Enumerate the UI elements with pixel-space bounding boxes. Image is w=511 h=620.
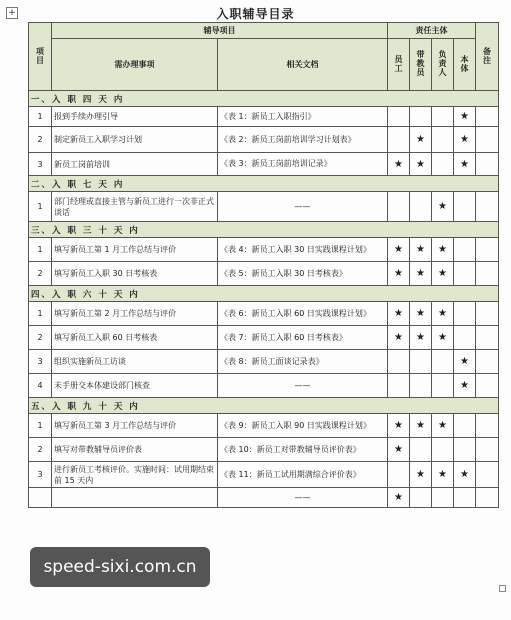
remark-cell [476, 438, 499, 462]
employee-mark: ★ [388, 238, 410, 262]
matter-cell: 未手册交本体建设部门核查 [52, 374, 218, 398]
section-label: 五、入 职 九 十 天 内 [29, 398, 499, 414]
hq-mark: ★ [454, 153, 476, 176]
employee-mark: ★ [388, 153, 410, 176]
mentor-mark [410, 374, 432, 398]
matter-cell: 新员工岗前培训 [52, 153, 218, 176]
matter-cell: 报到手续办理引导 [52, 107, 218, 127]
table-row [29, 127, 499, 153]
table-body [29, 91, 499, 508]
section-label: 二、入 职 七 天 内 [29, 176, 499, 192]
remark-cell [476, 192, 499, 222]
document-cell: 《表 4：新员工入职 30 日实践课程计划》 [218, 238, 388, 262]
manager-mark [432, 350, 454, 374]
header-seq: 项目 [29, 23, 52, 91]
row-number: 1 [29, 414, 52, 438]
row-number: 2 [29, 262, 52, 286]
table-row [29, 262, 499, 286]
manager-mark: ★ [432, 238, 454, 262]
watermark-badge: speed-sixi.com.cn [30, 547, 210, 587]
section-label: 三、入 职 三 十 天 内 [29, 222, 499, 238]
matter-cell: 部门经理或直接主管与新员工进行一次非正式谈话 [52, 192, 218, 222]
remark-cell [476, 462, 499, 488]
row-number: 2 [29, 127, 52, 153]
document-cell: —— [218, 192, 388, 222]
document-cell: 《表 9：新员工入职 90 日实践课程计划》 [218, 414, 388, 438]
document-cell: 《表 8：新员工面谈记录表》 [218, 350, 388, 374]
employee-mark [388, 127, 410, 153]
row-number: 2 [29, 438, 52, 462]
employee-mark: ★ [388, 326, 410, 350]
employee-mark [388, 107, 410, 127]
manager-mark [432, 127, 454, 153]
row-number: 1 [29, 302, 52, 326]
remark-cell [476, 238, 499, 262]
row-number: 4 [29, 374, 52, 398]
hq-mark [454, 238, 476, 262]
manager-mark [432, 153, 454, 176]
mentor-mark [410, 488, 432, 508]
document-cell: 《表 2：新员工岗前培训学习计划表》 [218, 127, 388, 153]
employee-mark [388, 192, 410, 222]
hq-mark [454, 262, 476, 286]
hq-mark [454, 414, 476, 438]
table-row [29, 192, 499, 222]
employee-mark: ★ [388, 438, 410, 462]
page-title: 入职辅导目录 [216, 7, 295, 21]
hq-mark: ★ [454, 374, 476, 398]
section-row [29, 398, 499, 414]
hq-mark: ★ [454, 462, 476, 488]
matter-cell: 填写对带教辅导员评价表 [52, 438, 218, 462]
matter-cell: 进行新员工考核评价。实施时间：试用期结束前 15 天内 [52, 462, 218, 488]
manager-mark: ★ [432, 192, 454, 222]
matter-cell: 填写新员工第 1 月工作总结与评价 [52, 238, 218, 262]
hq-mark: ★ [454, 350, 476, 374]
section-label: 一、入 职 四 天 内 [29, 91, 499, 107]
manager-mark [432, 438, 454, 462]
mentor-mark [410, 438, 432, 462]
mentor-mark [410, 350, 432, 374]
table-row [29, 438, 499, 462]
section-row [29, 286, 499, 302]
mentor-mark: ★ [410, 302, 432, 326]
row-number: 3 [29, 153, 52, 176]
manager-mark: ★ [432, 302, 454, 326]
manager-mark [432, 374, 454, 398]
mentor-mark: ★ [410, 127, 432, 153]
hq-mark [454, 438, 476, 462]
document-cell: —— [218, 488, 388, 508]
document-cell: 《表 6：新员工入职 60 日实践课程计划》 [218, 302, 388, 326]
manager-mark: ★ [432, 462, 454, 488]
remark-cell [476, 107, 499, 127]
header-doc: 相关文档 [218, 39, 388, 91]
table-row [29, 326, 499, 350]
resize-handle-icon[interactable] [499, 585, 506, 592]
employee-mark: ★ [388, 488, 410, 508]
section-label: 四、入 职 六 十 天 内 [29, 286, 499, 302]
hq-mark: ★ [454, 107, 476, 127]
row-number: 2 [29, 326, 52, 350]
table-row [29, 238, 499, 262]
matter-cell: 组织实施新员工访谈 [52, 350, 218, 374]
document-cell: 《表 5：新员工入职 30 日考核表》 [218, 262, 388, 286]
row-number: 3 [29, 462, 52, 488]
document-cell: 《表 1：新员工入职指引》 [218, 107, 388, 127]
mentor-mark: ★ [410, 153, 432, 176]
document-cell: 《表 11：新员工试用期满综合评价表》 [218, 462, 388, 488]
table-row [29, 350, 499, 374]
remark-cell [476, 488, 499, 508]
guidance-table [28, 22, 499, 508]
remark-cell [476, 127, 499, 153]
header-mentor: 带教员 [410, 39, 432, 91]
table-row [29, 414, 499, 438]
header-responsible-group: 责任主体 [388, 23, 476, 39]
table-row [29, 374, 499, 398]
hq-mark [454, 326, 476, 350]
matter-cell: 填写新员工入职 60 日考核表 [52, 326, 218, 350]
row-number [29, 488, 52, 508]
matter-cell: 制定新员工入职学习计划 [52, 127, 218, 153]
table-row [29, 153, 499, 176]
mentor-mark: ★ [410, 414, 432, 438]
employee-mark [388, 350, 410, 374]
document-cell: 《表 10：新员工对带教辅导员评价表》 [218, 438, 388, 462]
row-number: 3 [29, 350, 52, 374]
remark-cell [476, 414, 499, 438]
section-row [29, 222, 499, 238]
header-matter: 需办理事项 [52, 39, 218, 91]
document-cell: —— [218, 374, 388, 398]
table-move-handle-icon[interactable]: + [6, 7, 18, 19]
header-hq: 本体 [454, 39, 476, 91]
mentor-mark [410, 192, 432, 222]
manager-mark: ★ [432, 414, 454, 438]
row-number: 1 [29, 107, 52, 127]
section-row [29, 176, 499, 192]
header-remark: 备注 [476, 23, 499, 91]
hq-mark [454, 192, 476, 222]
employee-mark: ★ [388, 262, 410, 286]
table-row [29, 107, 499, 127]
remark-cell [476, 262, 499, 286]
matter-cell: 填写新员工入职 30 日考核表 [52, 262, 218, 286]
hq-mark [454, 488, 476, 508]
matter-cell [52, 488, 218, 508]
row-number: 1 [29, 238, 52, 262]
document-cell: 《表 7：新员工入职 60 日考核表》 [218, 326, 388, 350]
table-row [29, 462, 499, 488]
remark-cell [476, 302, 499, 326]
header-guidance-group: 辅导项目 [52, 23, 388, 39]
section-row [29, 91, 499, 107]
mentor-mark [410, 107, 432, 127]
remark-cell [476, 153, 499, 176]
row-number: 1 [29, 192, 52, 222]
employee-mark: ★ [388, 302, 410, 326]
matter-cell: 填写新员工第 2 月工作总结与评价 [52, 302, 218, 326]
header-employee: 员工 [388, 39, 410, 91]
remark-cell [476, 350, 499, 374]
mentor-mark: ★ [410, 326, 432, 350]
mentor-mark: ★ [410, 238, 432, 262]
hq-mark: ★ [454, 127, 476, 153]
manager-mark [432, 488, 454, 508]
employee-mark: ★ [388, 414, 410, 438]
document-cell: 《表 3：新员工岗前培训记录》 [218, 153, 388, 176]
manager-mark: ★ [432, 262, 454, 286]
remark-cell [476, 326, 499, 350]
mentor-mark: ★ [410, 462, 432, 488]
matter-cell: 填写新员工第 3 月工作总结与评价 [52, 414, 218, 438]
mentor-mark: ★ [410, 262, 432, 286]
manager-mark [432, 107, 454, 127]
manager-mark: ★ [432, 326, 454, 350]
table-row [29, 302, 499, 326]
table-row [29, 488, 499, 508]
employee-mark [388, 462, 410, 488]
header-manager: 负责人 [432, 39, 454, 91]
remark-cell [476, 374, 499, 398]
hq-mark [454, 302, 476, 326]
employee-mark [388, 374, 410, 398]
